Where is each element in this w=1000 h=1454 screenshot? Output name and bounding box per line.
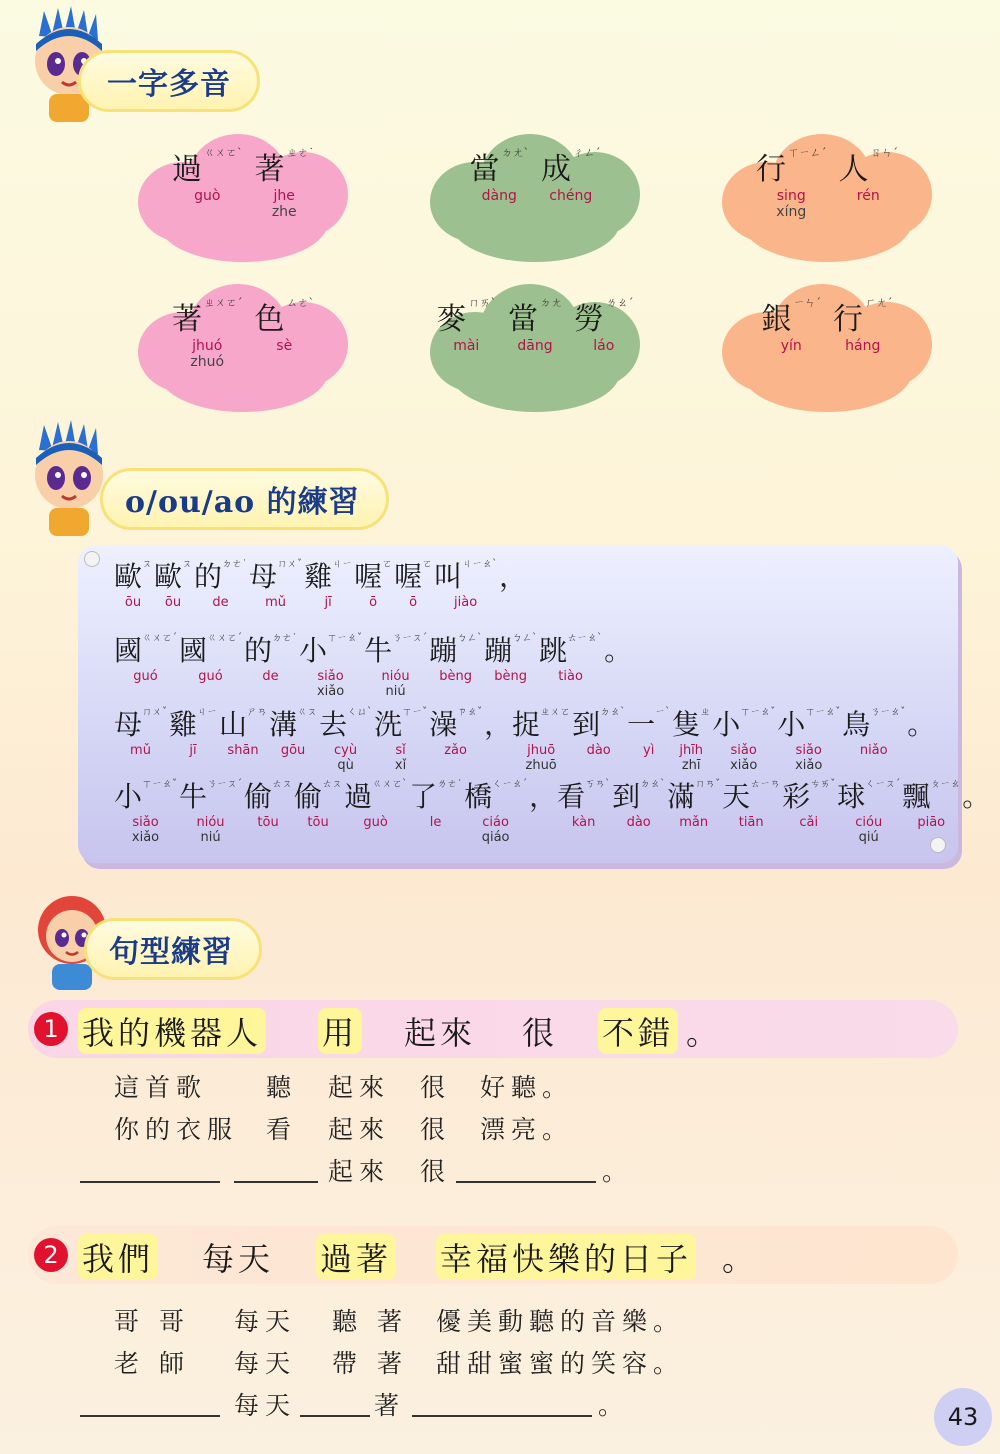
pattern1-adj: 不錯 [598,1008,678,1054]
practice-line [114,703,935,773]
fill-blank-subject[interactable] [80,1180,220,1183]
polyphone-cloud [712,122,942,272]
practice-syllable: 了$^{ㄌㄜ˙}$ le [409,779,463,830]
punctuation: 。 [907,708,936,741]
example-2b-time: 每天 [234,1349,297,1378]
practice-syllable: 洗$^{ㄒㄧˇ}$ sǐ xǐ [374,707,428,773]
fill-zhe: 著 [374,1391,406,1420]
practice-syllable: 偷$^{ㄊㄡ}$ tōu [244,779,293,830]
example-1b-hen: 很 [420,1115,452,1144]
practice-syllable: 一$^{ㄧˋ}$ yì [627,707,671,758]
pattern1-verb: 用 [318,1008,362,1054]
polyphone-char: 成 $^{ㄔㄥˊ}$ chéng [541,146,601,204]
pattern2-object: 幸福快樂的日子 [436,1234,696,1280]
punctuation: ， [499,560,528,593]
practice-syllable: 山$^{ㄕㄢ}$ shān [219,707,268,758]
practice-syllable: 國$^{ㄍㄨㄛˊ}$ guó [114,633,178,684]
pattern-number: 1 [34,1012,68,1046]
fill-blank-verb[interactable] [300,1414,370,1417]
example-1a-qilai: 起來 [328,1073,391,1102]
practice-syllable: 到$^{ㄉㄠˋ}$ dào [612,779,666,830]
practice-syllable: 雞$^{ㄐㄧ}$ jī [169,707,218,758]
polyphone-char: 行 $^{ㄏㄤˊ}$ háng [833,296,893,354]
practice-syllable: 牛$^{ㄋㄧㄡˊ}$ nióu niú [364,633,428,699]
polyphone-char: 麥 $^{ㄇㄞˋ}$ mài [436,296,496,354]
fill-blank-object[interactable] [412,1414,592,1417]
polyphone-char: 著 $^{ㄓㄜ˙}$ jhe zhe [254,146,314,220]
pattern2-period: 。 [722,1240,759,1278]
polyphone-char: 當 $^{ㄉㄤ}$ dāng [508,296,562,354]
pattern1-period: 。 [686,1014,723,1052]
example-1b-qilai: 起來 [328,1115,391,1144]
example-1b-verb: 看 [266,1115,298,1144]
clip-icon [84,551,100,567]
fill-meitian: 每天 [234,1391,297,1420]
example-1b-adj: 漂亮。 [480,1115,574,1144]
fill-qilai: 起來 [328,1157,391,1186]
pattern1-subject: 我的機器人 [78,1008,266,1054]
practice-syllable: 小$^{ㄒㄧㄠˇ}$ siǎo xiǎo [777,707,841,773]
practice-syllable: 的$^{ㄉㄜ˙}$ de [194,559,248,610]
polyphone-char: 勞 $^{ㄌㄠˊ}$ láo [574,296,634,354]
polyphone-char: 銀 $^{ㄧㄣˊ}$ yín [761,296,821,354]
practice-line [114,555,527,611]
practice-syllable: 母$^{ㄇㄨˇ}$ mǔ [249,559,303,610]
example-1a-verb: 聽 [266,1073,298,1102]
practice-syllable: 隻$^ㄓ$ jhīh zhī [672,707,711,773]
section-title-practice: o/ou/ao 的練習 [100,468,389,530]
practice-syllable: 捉$^{ㄓㄨㄛ}$ jhuō zhuō [512,707,571,773]
polyphone-cloud [128,272,358,422]
practice-syllable: 球$^{ㄑㄧㄡˊ}$ cióu qiú [837,779,901,845]
pattern1-hen: 很 [522,1014,559,1052]
example-1a-hen: 很 [420,1073,452,1102]
polyphone-cloud [712,272,942,422]
practice-syllable: 溝$^{ㄍㄡ}$ gōu [269,707,318,758]
practice-syllable: 母$^{ㄇㄨˇ}$ mǔ [114,707,168,758]
example-1a-adj: 好聽。 [480,1073,574,1102]
fill-period: 。 [602,1157,634,1186]
polyphone-char: 人 $^{ㄖㄣˊ}$ rén [838,146,898,204]
practice-syllable: 歐$^ㄡ$ ōu [154,559,193,610]
pattern1-qilai: 起來 [404,1014,477,1052]
practice-syllable: 滿$^{ㄇㄢˇ}$ mǎn [667,779,721,830]
example-2b-subject: 老 師 [114,1349,190,1378]
fill-blank-subject[interactable] [80,1414,220,1417]
example-2b-object: 甜甜蜜蜜的笑容。 [436,1349,685,1378]
section-title-sentence: 句型練習 [84,918,262,980]
fill-blank-adj[interactable] [456,1180,596,1183]
practice-syllable: 歐$^ㄡ$ ōu [114,559,153,610]
polyphone-cloud [420,122,650,272]
fill-hen: 很 [420,1157,452,1186]
practice-syllable: 小$^{ㄒㄧㄠˇ}$ siǎo xiǎo [712,707,776,773]
punctuation: ， [484,708,513,741]
practice-syllable: 叫$^{ㄐㄧㄠˋ}$ jiào [434,559,498,610]
punctuation: 。 [962,780,991,813]
practice-syllable: 去$^{ㄑㄩˋ}$ cyù qù [319,707,373,773]
practice-syllable: 蹦$^{ㄅㄥˋ}$ bèng [429,633,483,684]
practice-box [78,545,991,863]
polyphone-cloud [420,272,650,422]
polyphone-char: 當 $^{ㄉㄤˋ}$ dàng [469,146,529,204]
polyphone-char: 色 $^{ㄙㄜˋ}$ sè [254,296,314,354]
practice-syllable: 蹦$^{ㄅㄥˋ}$ bèng [484,633,538,684]
example-2a-subject: 哥 哥 [114,1307,190,1336]
example-1a-subject: 這首歌 [114,1073,208,1102]
practice-syllable: 飄$^{ㄆㄧㄠ}$ piāo [902,779,961,830]
pattern2-time: 每天 [202,1240,275,1278]
polyphone-cloud [128,122,358,272]
practice-syllable: 國$^{ㄍㄨㄛˊ}$ guó [179,633,243,684]
practice-syllable: 彩$^{ㄘㄞˇ}$ cǎi [782,779,836,830]
example-2b-verb: 帶 著 [332,1349,408,1378]
punctuation: 。 [604,634,633,667]
practice-syllable: 天$^{ㄊㄧㄢ}$ tiān [722,779,781,830]
section-title-polyphone: 一字多音 [78,50,260,112]
example-1b-subject: 你的衣服 [114,1115,239,1144]
practice-syllable: 喔$^ㄛ$ ō [394,559,433,610]
fill-blank-verb[interactable] [234,1180,318,1183]
practice-syllable: 雞$^{ㄐㄧ}$ jī [304,559,353,610]
example-2a-object: 優美動聽的音樂。 [436,1307,685,1336]
example-2a-time: 每天 [234,1307,297,1336]
practice-syllable: 牛$^{ㄋㄧㄡˊ}$ nióu niú [179,779,243,845]
pattern2-subject: 我們 [78,1234,158,1280]
practice-syllable: 看$^{ㄎㄢˋ}$ kàn [557,779,611,830]
practice-syllable: 跳$^{ㄊㄧㄠˋ}$ tiào [539,633,603,684]
polyphone-char: 行 $^{ㄒㄧㄥˊ}$ sing xíng [756,146,827,220]
practice-syllable: 偷$^{ㄊㄡ}$ tōu [294,779,343,830]
fill-period: 。 [598,1391,630,1420]
practice-syllable: 過$^{ㄍㄨㄛˋ}$ guò [344,779,408,830]
practice-syllable: 小$^{ㄒㄧㄠˇ}$ siǎo xiǎo [114,779,178,845]
practice-syllable: 橋$^{ㄑㄧㄠˊ}$ ciáo qiáo [464,779,528,845]
practice-syllable: 的$^{ㄉㄜ˙}$ de [244,633,298,684]
page-number: 43 [934,1388,992,1446]
practice-line [114,629,632,699]
practice-line [114,775,990,845]
pattern2-verb: 過著 [316,1234,396,1280]
practice-syllable: 鳥$^{ㄋㄧㄠˇ}$ niǎo [842,707,906,758]
pattern-number: 2 [34,1238,68,1272]
polyphone-char: 著 $^{ㄓㄨㄛˊ}$ jhuó zhuó [172,296,243,370]
practice-syllable: 小$^{ㄒㄧㄠˇ}$ siǎo xiǎo [299,633,363,699]
example-2a-verb: 聽 著 [332,1307,408,1336]
practice-syllable: 澡$^{ㄗㄠˇ}$ zǎo [429,707,483,758]
practice-syllable: 喔$^ㄛ$ ō [354,559,393,610]
punctuation: ， [529,780,558,813]
polyphone-char: 過 $^{ㄍㄨㄛˋ}$ guò [172,146,243,204]
practice-syllable: 到$^{ㄉㄠˋ}$ dào [572,707,626,758]
